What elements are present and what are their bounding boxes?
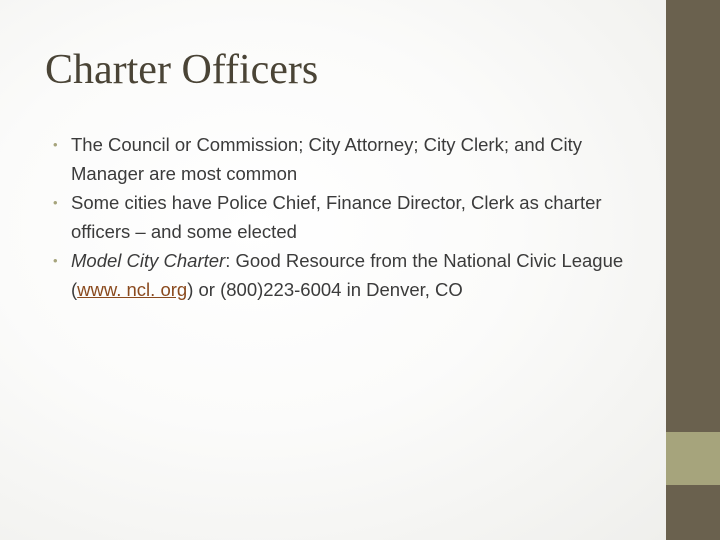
- bullet-text: The Council or Commission; City Attorney; City Clerk; and City Manager are most common: [71, 134, 582, 184]
- side-decor-band-bottom: [666, 485, 720, 540]
- document-title: Model City Charter: [71, 250, 226, 271]
- list-item: [53, 246, 643, 304]
- list-item: [53, 188, 643, 246]
- bullet-list: [53, 130, 643, 304]
- bullet-icon: •: [53, 253, 58, 268]
- side-decor-accent: [666, 432, 720, 485]
- ncl-website-link[interactable]: www. ncl. org: [77, 279, 188, 300]
- bullet-text: ) or (800)223-6004 in Denver, CO: [187, 279, 463, 300]
- list-item: [53, 130, 643, 188]
- bullet-text: Some cities have Police Chief, Finance Director, Clerk as charter officers – and some elected: [71, 192, 602, 242]
- side-decor-band-top: [666, 0, 720, 432]
- bullet-icon: •: [53, 195, 58, 210]
- bullet-text: : Good Resource from the National Civic League (: [71, 250, 624, 300]
- slide-title: Charter Officers: [45, 47, 319, 93]
- bullet-icon: •: [53, 137, 58, 152]
